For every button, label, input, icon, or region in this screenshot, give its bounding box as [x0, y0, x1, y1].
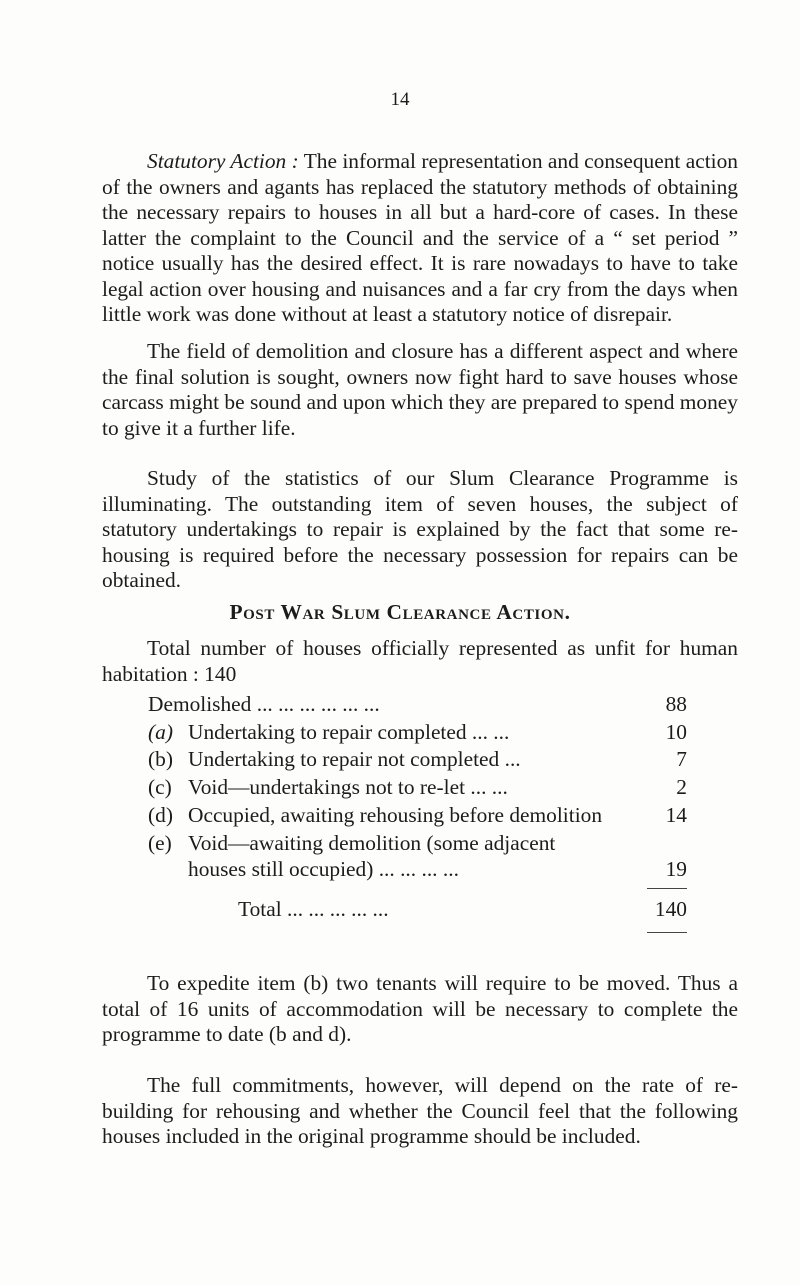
- paragraph-lead-italic: Statutory Action :: [147, 149, 299, 173]
- table-row: [148, 746, 748, 772]
- row-label: Occupied, awaiting rehousing before demolition: [188, 803, 603, 827]
- row-key: (b): [148, 747, 173, 771]
- table-row: [148, 856, 748, 882]
- table-row: [148, 830, 748, 856]
- table-row: [148, 719, 748, 745]
- table-row: [148, 774, 748, 800]
- row-value: 88: [665, 692, 687, 716]
- total-label: Total ... ... ... ... ...: [238, 897, 389, 921]
- total-rule: [647, 932, 687, 933]
- table-row: [148, 691, 748, 717]
- paragraph-demolition: The field of demolition and closure has a different aspect and where the final solution is sought, owners now fight hard to save houses whose carcass might be sound and upon which they are prepared to spend money to give it a further life.: [102, 339, 738, 440]
- row-value: 2: [676, 775, 687, 799]
- subtotal-rule: [647, 888, 687, 889]
- row-label: Undertaking to repair completed ... ...: [188, 720, 510, 744]
- row-label: Undertaking to repair not completed ...: [188, 747, 521, 771]
- paragraph-statutory-action: [102, 149, 738, 328]
- page-number: 14: [390, 89, 410, 110]
- row-label: Demolished ... ... ... ... ... ...: [148, 692, 380, 716]
- row-label: Void—undertakings not to re-let ... ...: [188, 775, 508, 799]
- row-value: 7: [676, 747, 687, 771]
- section-heading: Post War Slum Clearance Action.: [229, 600, 571, 624]
- paragraph-body: The informal representation and consequent action of the owners and agants has replaced the statutory methods of obtaining the necessary repairs to houses in all but a hard-core of cases. In these latter the complaint to the Council and the service of a “ set period ” notice usually has the desired effect. It is rare nowadays to have to take legal action over housing and nuisances and a far cry from the days when little work was done without at least a statutory notice of disrepair.: [102, 149, 738, 326]
- row-value: 14: [665, 803, 687, 827]
- row-key: (d): [148, 803, 173, 827]
- row-key: (e): [148, 831, 172, 855]
- total-value: 140: [654, 897, 687, 921]
- row-key: (a): [148, 720, 173, 744]
- total-row: [148, 896, 748, 922]
- row-key: (c): [148, 775, 172, 799]
- row-label: houses still occupied) ... ... ... ...: [188, 857, 459, 881]
- paragraph-statistics: Study of the statistics of our Slum Clearance Programme is illuminating. The outstanding item of seven houses, the subject of statutory undertakings to repair is explained by the fact that some re-housing is required before the necessary possession for repairs can be obtained.: [102, 466, 738, 592]
- table-row: [148, 802, 748, 828]
- row-label: Void—awaiting demolition (some adjacent: [188, 831, 556, 855]
- paragraph-commitments: The full commitments, however, will depend on the rate of re-building for rehousing and whether the Council feel that the following houses included in the original programme should be included.: [102, 1073, 738, 1148]
- paragraph-expedite: To expedite item (b) two tenants will require to be moved. Thus a total of 16 units of accommodation will be necessary to complete the programme to date (b and d).: [102, 971, 738, 1046]
- row-value: 19: [665, 857, 687, 881]
- row-value: 10: [665, 720, 687, 744]
- section-intro: Total number of houses officially represented as unfit for human habitation : 140: [102, 636, 738, 686]
